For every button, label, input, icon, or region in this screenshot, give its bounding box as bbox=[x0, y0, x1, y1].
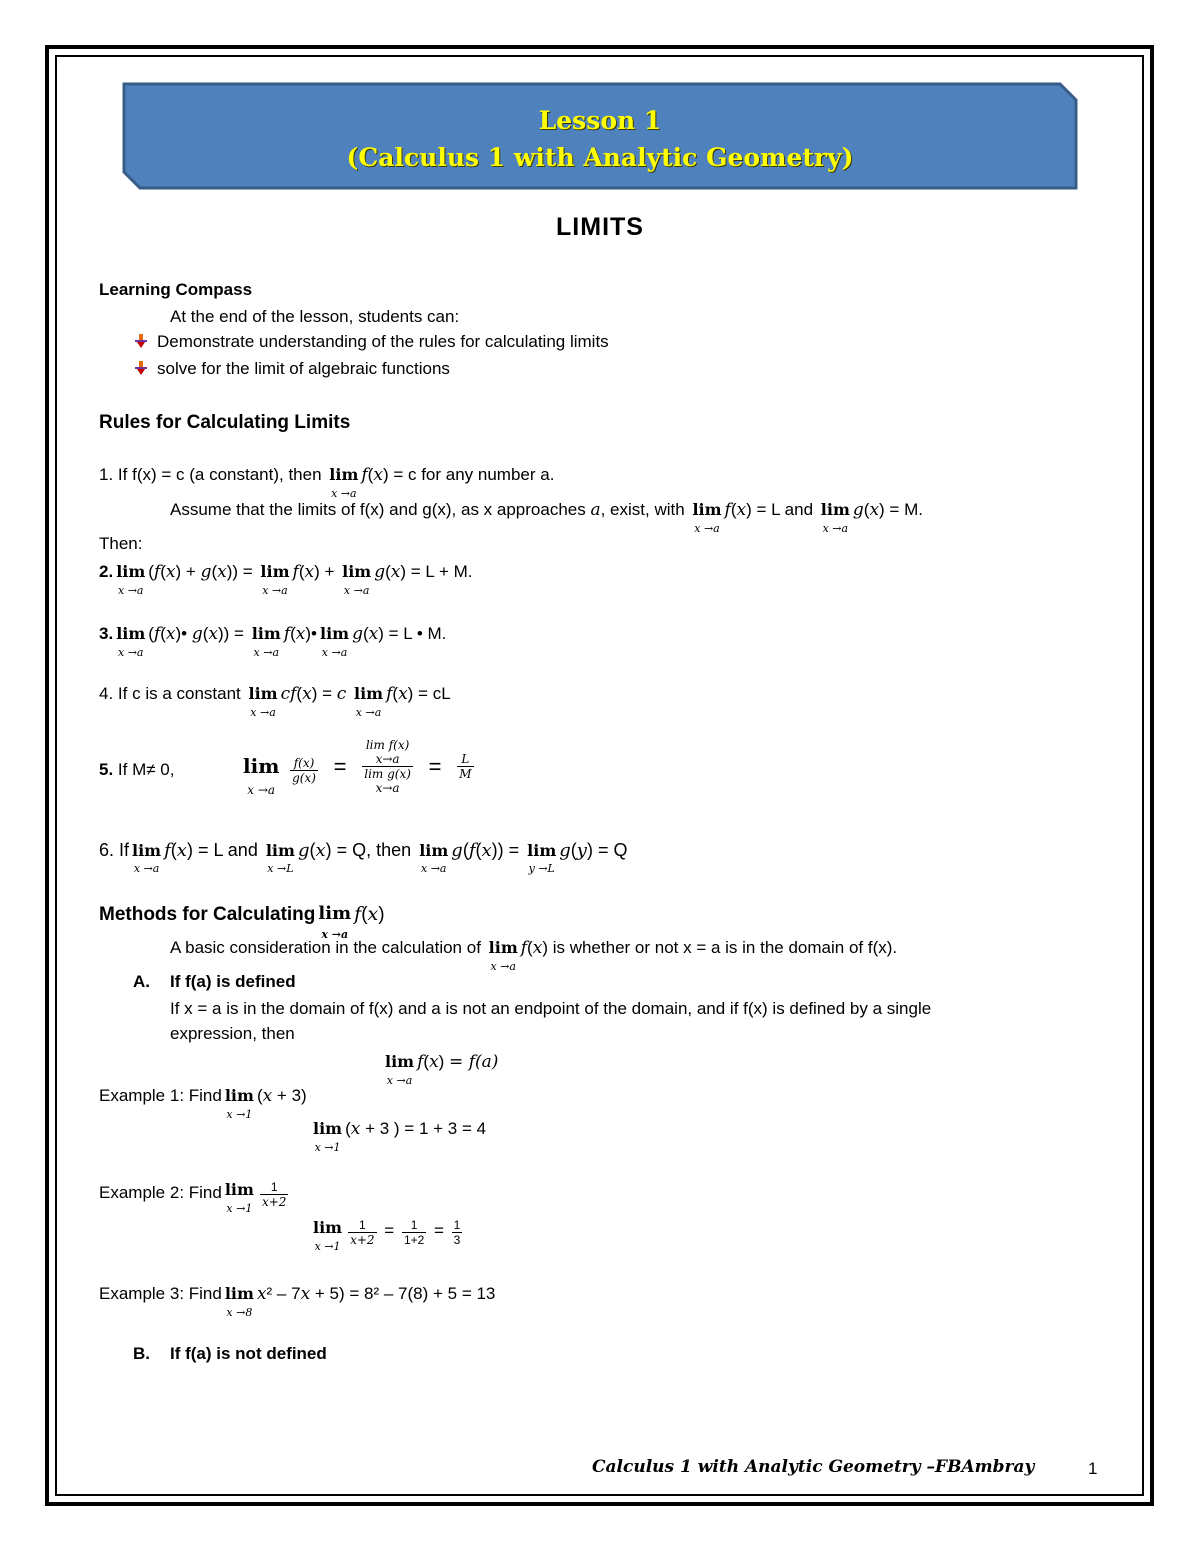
compass-intro: At the end of the lesson, students can: bbox=[170, 307, 460, 326]
rule-3: 3. lim x →a (f(x)• g(x)) = lim x →a f(x)• lim x →a g(x) = L • M. bbox=[99, 624, 447, 659]
lesson-number: Lesson 1 bbox=[538, 106, 662, 135]
rule-1: 1. If f(x) = c (a constant), then lim x →a f(x) = c for any number a. bbox=[99, 465, 555, 500]
example-3: Example 3: Find lim x →8 x² – 7x + 5) = 8² – 7(8) + 5 = 13 bbox=[99, 1284, 496, 1319]
rule-2: 2. lim x →a (f(x) + g(x)) = lim x →a f(x) + lim x →a g(x) = L + M. bbox=[99, 562, 473, 597]
example-2: Example 2: Find lim x →1 $\frac{1}{x+2}$ bbox=[99, 1180, 287, 1215]
page-title: LIMITS bbox=[556, 213, 644, 241]
example-2-solution: lim x →1 $\frac{1}{x+2}$ = $\frac{1}{1+2}$ = $\frac{1}{3}$ bbox=[313, 1218, 461, 1253]
then-label: Then: bbox=[99, 534, 143, 553]
rule-5-formula: lim x →a $\frac{f(x)}{g(x)}$ = lim f(x) x→a lim g(x) x→a = $\frac{L}{M}$ bbox=[243, 738, 472, 797]
lesson-banner bbox=[120, 80, 1080, 195]
example-1: Example 1: Find lim x →1 (x + 3) bbox=[99, 1086, 307, 1121]
page-number: 1 bbox=[1088, 1459, 1098, 1478]
rule-4: 4. If c is a constant lim x →a cf(x) = c lim x →a f(x) = cL bbox=[99, 684, 451, 719]
rules-title: Rules for Calculating Limits bbox=[99, 412, 351, 433]
case-b-label: B. bbox=[133, 1344, 150, 1363]
case-a-label: A. bbox=[133, 972, 150, 991]
compass-title: Learning Compass bbox=[99, 280, 253, 299]
banner-shape bbox=[120, 80, 1080, 195]
methods-intro: A basic consideration in the calculation of lim x →a f(x) is whether or not x = a is in the domain of f(x). bbox=[170, 938, 898, 973]
course-title: (Calculus 1 with Analytic Geometry) bbox=[346, 143, 854, 172]
compass-item: Demonstrate understanding of the rules for calculating limits bbox=[135, 332, 609, 352]
footer-text: Calculus 1 with Analytic Geometry –FBAmbray bbox=[592, 1457, 1035, 1477]
case-b-title: If f(a) is not defined bbox=[170, 1344, 327, 1363]
case-a-title: If f(a) is defined bbox=[170, 972, 296, 991]
assumption: Assume that the limits of f(x) and g(x), as x approaches a, exist, with lim x →a f(x) = L and lim x →a g(x) = M. bbox=[170, 500, 923, 535]
case-a-formula: lim x →a f(x) = f(a) bbox=[385, 1052, 499, 1087]
methods-title: Methods for Calculating lim x →a f(x) bbox=[99, 903, 385, 941]
rule-6: 6. If lim x →a f(x) = L and lim x →L g(x) = Q, then lim x →a g(f(x)) = lim y →L g(y) = Q bbox=[99, 840, 628, 875]
arrow-down-icon bbox=[135, 334, 147, 348]
arrow-down-icon bbox=[135, 361, 147, 375]
compass-item: solve for the limit of algebraic functions bbox=[135, 359, 450, 379]
example-1-solution: lim x →1 (x + 3 ) = 1 + 3 = 4 bbox=[313, 1119, 487, 1154]
rule-5-label: 5. If M≠ 0, bbox=[99, 760, 175, 779]
case-a-body: If x = a is in the domain of f(x) and a is not an endpoint of the domain, and if f(x) is defined by a single bbox=[170, 999, 932, 1018]
page-border-inner bbox=[55, 55, 1144, 1496]
case-a-body: expression, then bbox=[170, 1024, 295, 1043]
